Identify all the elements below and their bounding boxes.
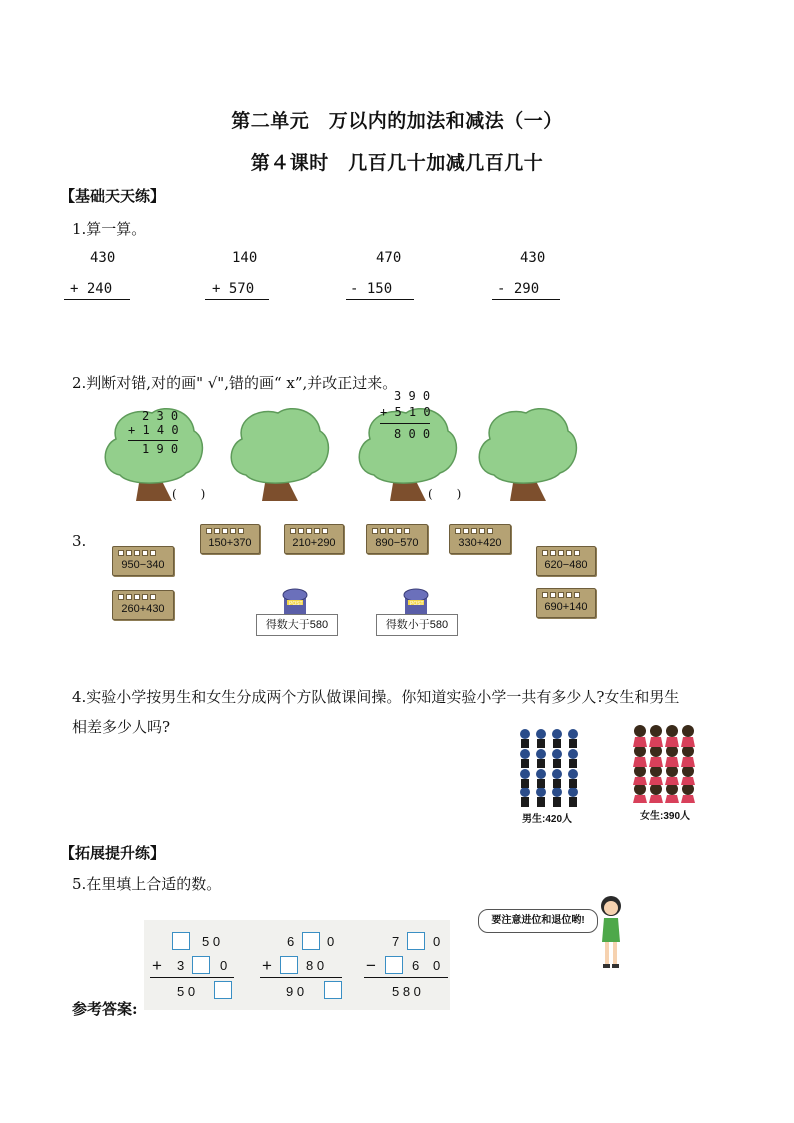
p1-row1-digits: 5 0 xyxy=(202,934,221,949)
p2-sum-line xyxy=(260,977,342,978)
card-210-290[interactable] xyxy=(284,524,344,554)
q1-p2-underline xyxy=(205,299,269,300)
q4-line-2: 相差多少人吗? xyxy=(72,718,171,736)
p2-row1-digit-a: 6 xyxy=(287,934,295,949)
card-dots xyxy=(542,550,580,556)
p2-row1-digit-b: 0 xyxy=(327,934,335,949)
mailbox-post-text: POST xyxy=(289,601,303,607)
p3-row2-digit-a: 6 xyxy=(412,958,420,973)
q1-p4-underline xyxy=(492,299,560,300)
box-less-than-580[interactable]: 得数小于580 xyxy=(376,614,458,636)
section-basic-label: 【基础天天练】 xyxy=(60,187,166,205)
girl-character-icon xyxy=(596,894,626,974)
tree-2 xyxy=(226,405,334,505)
q1-p4-top: 430 xyxy=(520,250,546,266)
tree3-line-b: + 5 1 0 xyxy=(380,405,431,419)
card-dots xyxy=(542,592,580,598)
q1-p1-underline xyxy=(64,299,130,300)
blank-box[interactable] xyxy=(407,932,425,950)
boys-caption: 男生:420人 xyxy=(522,814,573,825)
answer-label: 参考答案: xyxy=(72,1000,138,1018)
p3-row2-digit-b: 0 xyxy=(433,958,441,973)
p2-row2-digits: 8 0 xyxy=(306,958,325,973)
card-dots xyxy=(372,528,410,534)
section-extension-label: 【拓展提升练】 xyxy=(60,844,166,862)
blank-box[interactable] xyxy=(172,932,190,950)
card-690-140[interactable] xyxy=(536,588,596,618)
card-890-570[interactable] xyxy=(366,524,428,554)
card-620-480[interactable] xyxy=(536,546,596,576)
blank-box[interactable] xyxy=(280,956,298,974)
card-expression: 690+140 xyxy=(544,601,588,613)
blank-box[interactable] xyxy=(324,981,342,999)
p1-row2-digit-a: 3 xyxy=(177,958,185,973)
p3-row1-digit-b: 0 xyxy=(433,934,441,949)
card-dots xyxy=(206,528,244,534)
q1-p1-top: 430 xyxy=(90,250,116,266)
q1-prompt: 1.算一算。 xyxy=(72,220,147,238)
tree3-line-c: 8 0 0 xyxy=(394,427,431,441)
p3-sum-line xyxy=(364,977,448,978)
card-260-430[interactable] xyxy=(112,590,174,620)
boys-formation-illustration xyxy=(515,726,587,808)
box-greater-than-580[interactable]: 得数大于580 xyxy=(256,614,338,636)
card-dots xyxy=(455,528,493,534)
card-dots xyxy=(290,528,328,534)
p3-operator: − xyxy=(366,956,376,975)
page-title: 第二单元 万以内的加法和减法（一） xyxy=(231,110,563,132)
tree3-rule xyxy=(380,423,430,424)
tree-4 xyxy=(474,405,582,505)
card-dots xyxy=(118,594,156,600)
q3-label: 3. xyxy=(72,532,87,550)
tree1-line-a: 2 3 0 xyxy=(142,409,179,423)
p1-row2-digit-b: 0 xyxy=(220,958,228,973)
card-expression: 330+420 xyxy=(458,537,502,549)
mailbox-post-text: POST xyxy=(410,601,424,607)
q1-p4-bottom: - 290 xyxy=(497,281,540,297)
card-expression: 260+430 xyxy=(121,603,165,615)
tree1-line-c: 1 9 0 xyxy=(142,442,179,456)
q1-p1-bottom: + 240 xyxy=(70,281,113,297)
p1-sum-line xyxy=(150,977,234,978)
q2-prompt: 2.判断对错,对的画" √",错的画“ x”,并改正过来。 xyxy=(72,374,398,392)
card-950-340[interactable] xyxy=(112,546,174,576)
q1-p2-bottom: + 570 xyxy=(212,281,255,297)
p1-row3-digits: 5 0 xyxy=(177,984,196,999)
p3-row3-digits: 5 8 0 xyxy=(392,984,421,999)
lesson-subtitle: 第４课时 几百几十加减几百几十 xyxy=(250,152,544,174)
tree1-rule xyxy=(128,440,178,441)
girls-caption: 女生:390人 xyxy=(640,811,691,822)
card-dots xyxy=(118,550,156,556)
blank-box[interactable] xyxy=(302,932,320,950)
card-expression: 890−570 xyxy=(375,537,419,549)
card-330-420[interactable] xyxy=(449,524,511,554)
hint-speech-bubble: 要注意进位和退位哟! xyxy=(478,909,598,933)
card-expression: 150+370 xyxy=(208,537,252,549)
blank-box[interactable] xyxy=(214,981,232,999)
card-expression: 950−340 xyxy=(121,559,165,571)
tree3-line-a: 3 9 0 xyxy=(394,389,431,403)
card-expression: 210+290 xyxy=(292,537,336,549)
blank-box[interactable] xyxy=(192,956,210,974)
q1-p3-underline xyxy=(346,299,414,300)
p1-operator: + xyxy=(152,956,162,975)
p3-row1-digit-a: 7 xyxy=(392,934,400,949)
girls-formation-illustration xyxy=(630,723,700,805)
q1-p2-top: 140 xyxy=(232,250,258,266)
card-150-370[interactable] xyxy=(200,524,260,554)
q5-prompt: 5.在里填上合适的数。 xyxy=(72,875,222,893)
p2-row3-digits: 9 0 xyxy=(286,984,305,999)
p2-operator: + xyxy=(262,956,272,975)
q1-p3-bottom: - 150 xyxy=(350,281,393,297)
tree1-answer-paren: ( ) xyxy=(172,487,206,501)
card-expression: 620−480 xyxy=(544,559,588,571)
tree1-line-b: + 1 4 0 xyxy=(128,423,179,437)
q1-p3-top: 470 xyxy=(376,250,402,266)
blank-box[interactable] xyxy=(385,956,403,974)
q4-line-1: 4.实验小学按男生和女生分成两个方队做课间操。你知道实验小学一共有多少人?女生和男生 xyxy=(72,688,680,706)
tree3-answer-paren: ( ) xyxy=(428,487,462,501)
